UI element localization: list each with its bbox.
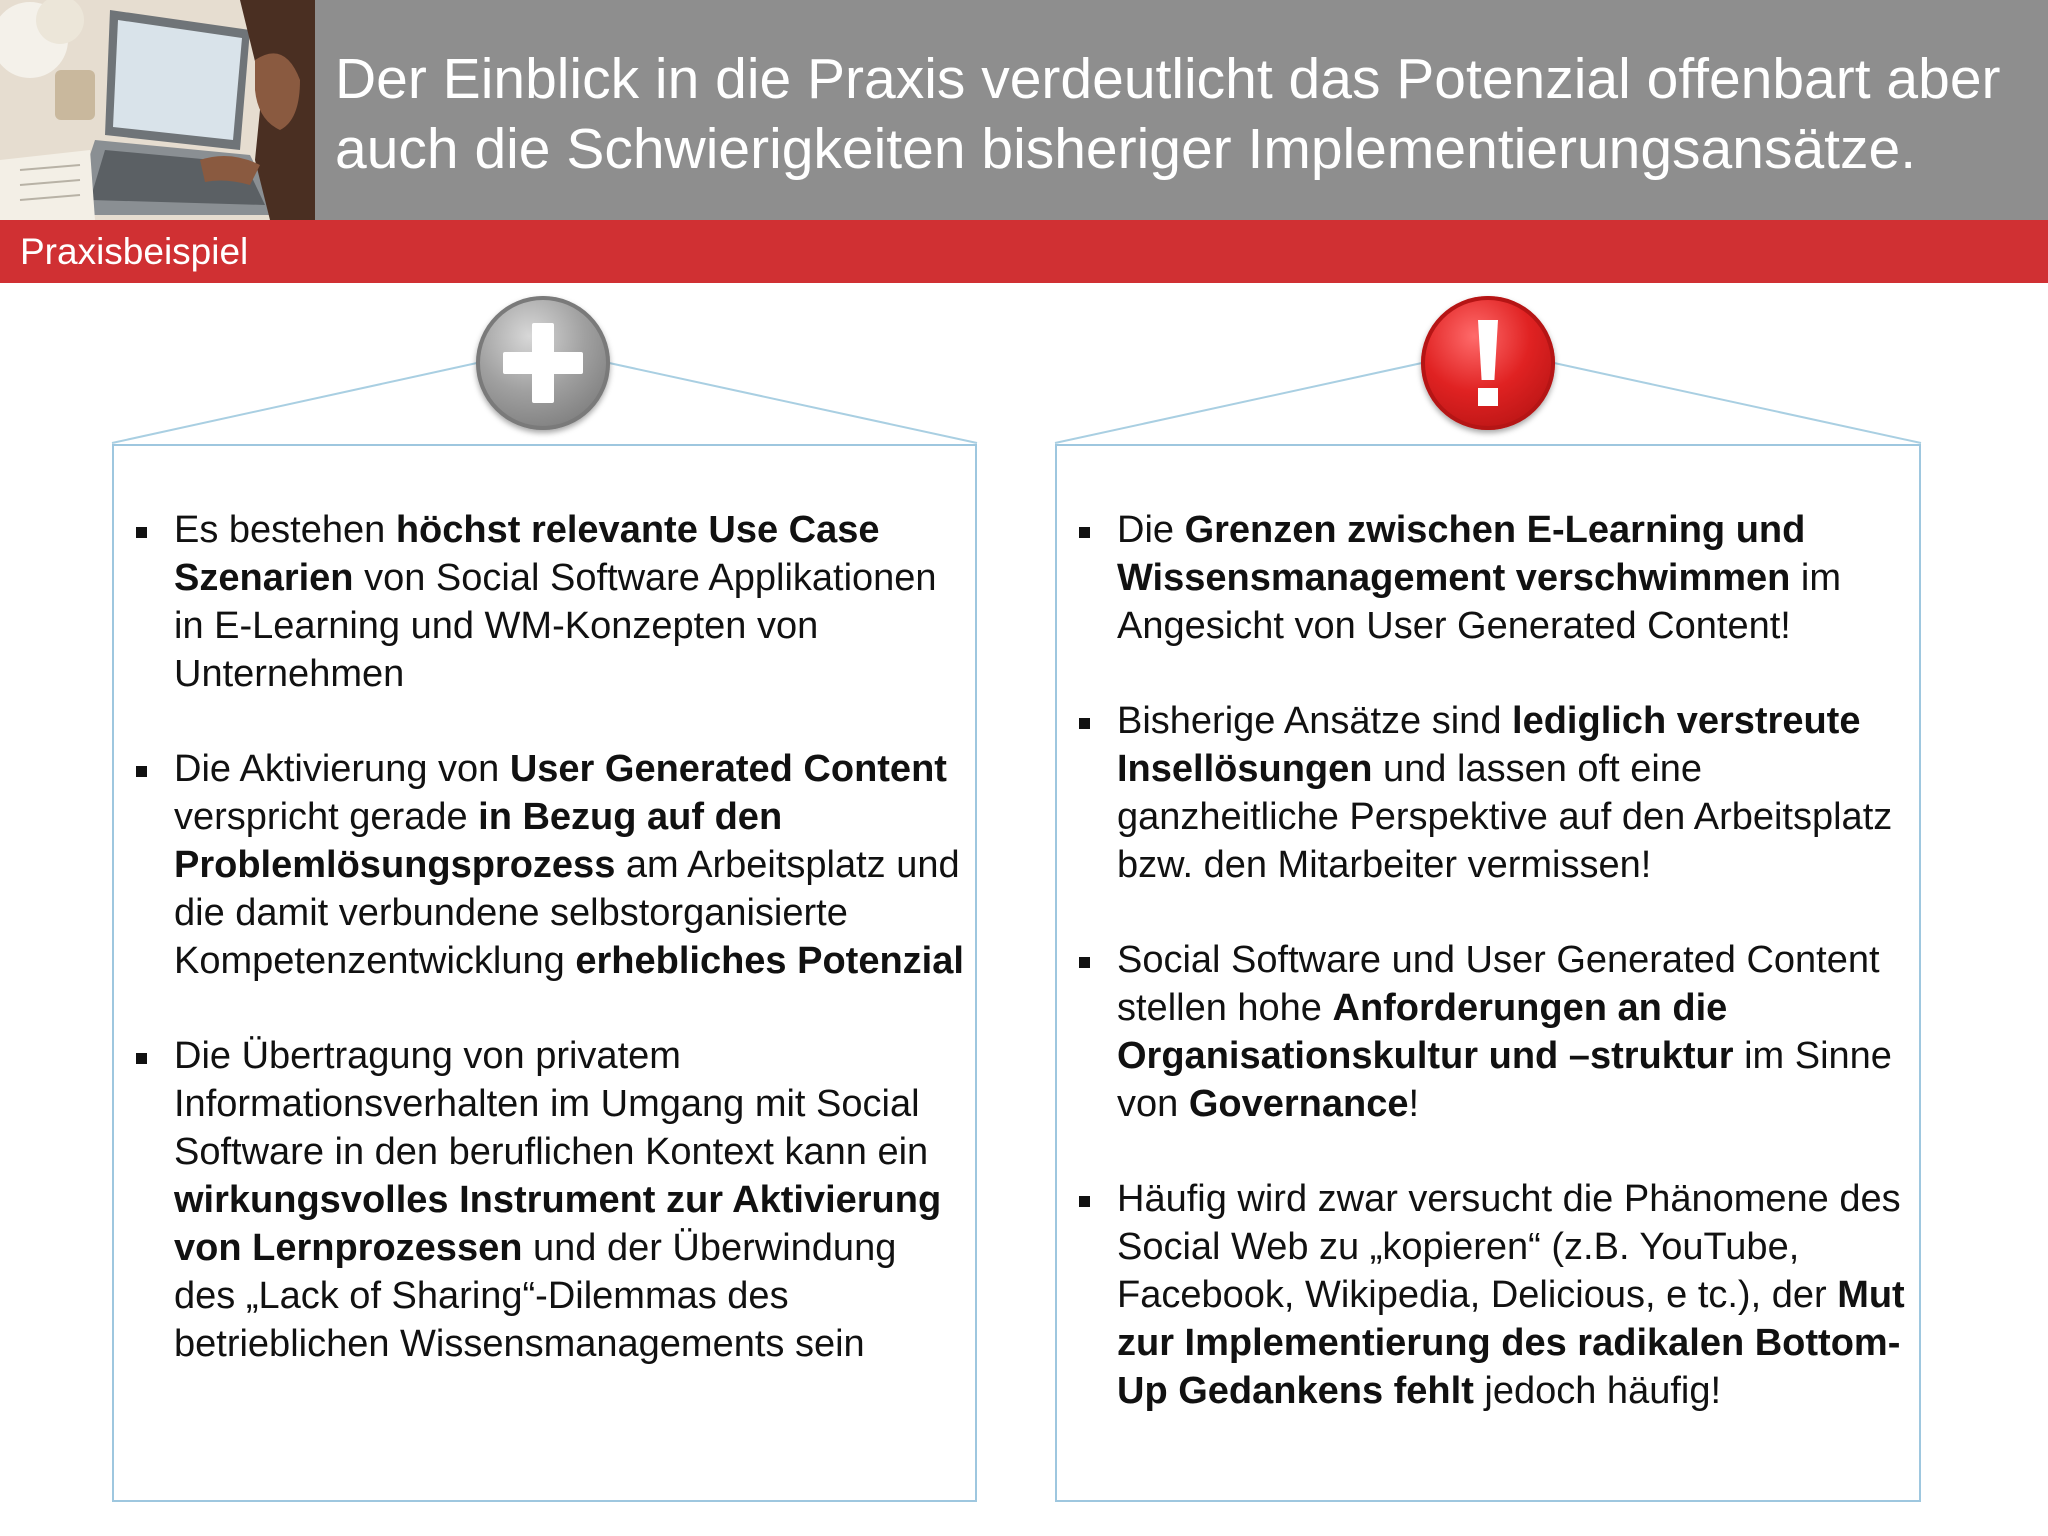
bold-text: User Generated Content <box>509 748 947 790</box>
bold-text: in Bezug auf den Problemlösungsprozess <box>174 796 783 886</box>
body-text: und lassen oft eine ganzheitliche Perspektive auf den Arbeitsplatz bzw. den Mitarbeiter vermissen! <box>1117 748 1893 886</box>
body-text: im Angesicht von User Generated Content! <box>1117 557 1842 647</box>
bold-text: Anforderungen an die Organisationskultur und –struktur <box>1117 987 1734 1077</box>
challenges-box <box>1055 444 1921 1502</box>
section-label: Praxisbeispiel <box>20 231 249 272</box>
body-text: Die <box>1117 509 1185 551</box>
bullet-item <box>114 1032 965 1368</box>
body-text: Die Übertragung von privatem Informationsverhalten im Umgang mit Social Software in den beruflichen Kontext kann ein <box>174 1035 929 1173</box>
bullet-item <box>1057 936 1909 1128</box>
person-laptop-photo <box>0 0 315 220</box>
bullet-item <box>1057 697 1909 889</box>
body-text: ! <box>1408 1083 1420 1125</box>
body-text: und der Überwindung des „Lack of Sharing“-Dilemmas des betrieblichen Wissensmanagements sein <box>174 1227 897 1365</box>
plus-icon <box>476 296 610 430</box>
body-text: am Arbeitsplatz und die damit verbundene selbstorganisierte Kompetenzentwicklung <box>174 844 960 982</box>
pros-box <box>112 444 977 1502</box>
body-text: Bisherige Ansätze sind <box>1117 700 1513 742</box>
bold-text: höchst relevante Use Case Szenarien <box>174 509 880 599</box>
bold-text: Mut zur Implementierung des radikalen Bottom-Up Gedankens fehlt <box>1117 1274 1905 1412</box>
section-bar <box>0 220 2048 283</box>
bullet-item <box>114 506 965 698</box>
bold-text: Governance <box>1188 1083 1409 1125</box>
bullet-item <box>1057 506 1909 650</box>
body-text: Social Software und User Generated Content stellen hohe <box>1117 939 1880 1029</box>
page-title: Der Einblick in die Praxis verdeutlicht das Potenzial offenbart aber auch die Schwierigkeiten bisheriger Implementierungsansätze. <box>335 47 2001 181</box>
body-text: Häufig wird zwar versucht die Phänomene des Social Web zu „kopieren“ (z.B. YouTube, Facebook, Wikipedia, Delicious, e tc.), der <box>1117 1178 1901 1316</box>
body-text: Es bestehen <box>174 509 396 551</box>
bold-text: lediglich verstreute Insellösungen <box>1117 700 1861 790</box>
bold-text: erhebliches Potenzial <box>575 940 964 982</box>
body-text: Die Aktivierung von <box>174 748 510 790</box>
exclamation-icon <box>1421 296 1555 430</box>
challenges-list <box>1057 506 1909 1462</box>
bullet-item <box>1057 1175 1909 1415</box>
header-photo <box>0 0 315 220</box>
body-text: jedoch häufig! <box>1473 1370 1722 1412</box>
bold-text: wirkungsvolles Instrument zur Aktivierung von Lernprozessen <box>174 1179 942 1269</box>
badge-connector-lines <box>0 283 2048 453</box>
bold-text: Grenzen zwischen E-Learning und Wissensmanagement verschwimmen <box>1117 509 1806 599</box>
header-bar <box>315 0 2048 220</box>
pros-list <box>114 506 965 1415</box>
bullet-item <box>114 745 965 985</box>
body-text: im Sinne von <box>1117 1035 1892 1125</box>
body-text: von Social Software Applikationen in E-Learning und WM-Konzepten von Unternehmen <box>174 557 937 695</box>
body-text: verspricht gerade <box>174 796 479 838</box>
